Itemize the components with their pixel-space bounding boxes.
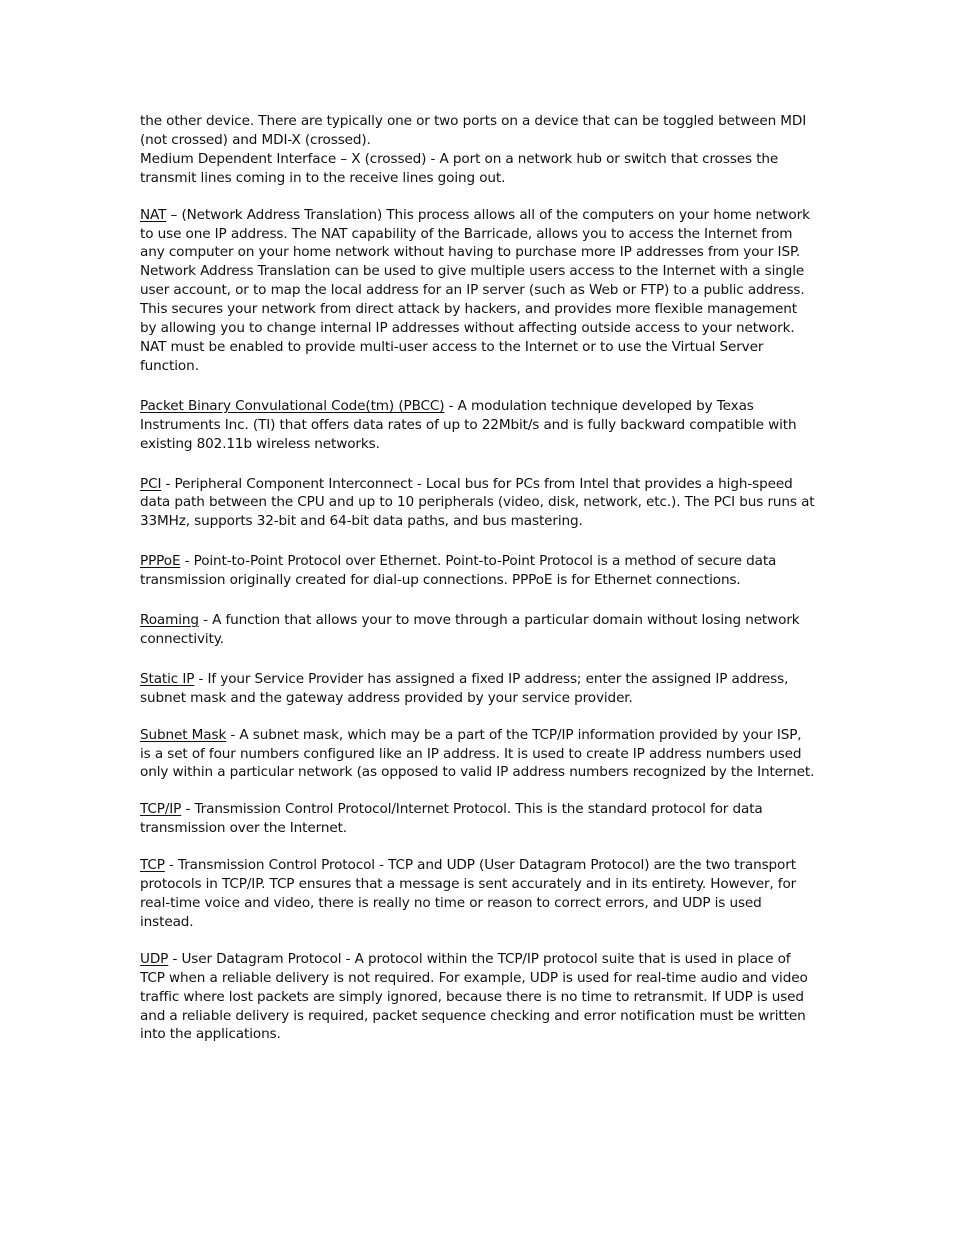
glossary-entry-roaming: [140, 611, 815, 649]
glossary-term: Packet Binary Convulational Code(tm) (PBCC): [140, 397, 445, 414]
glossary-term: UDP: [140, 950, 169, 967]
glossary-term: Static IP: [140, 670, 195, 687]
mdi-x-paragraph: Medium Dependent Interface – X (crossed) - A port on a network hub or switch that crosses the transmit lines coming in to the receive lines going out.: [140, 150, 779, 186]
glossary-definition: - A function that allows your to move through a particular domain without losing network connectivity.: [140, 612, 800, 647]
glossary-definition: - User Datagram Protocol - A protocol within the TCP/IP protocol suite that is used in place of TCP when a reliable delivery is not required. For example, UDP is used for real-time audio and video traffic where lost packets are simply ignored, because there is no time to retransmit. If UDP is used and a reliable delivery is required, packet sequence checking and error notification must be written into the applications.: [140, 950, 808, 1043]
glossary-definition: – (Network Address Translation) This process allows all of the computers on your home network to use one IP address. The NAT capability of the Barricade, allows you to access the Internet from any computer on your home network without having to purchase more IP addresses from your ISP. Network Address Translation can be used to give multiple users access to the Internet with a single user account, or to map the local address for an IP server (such as Web or FTP) to a public address. This secures your network from direct attack by hackers, and provides more flexible management by allowing you to change internal IP addresses without affecting outside access to your network. NAT must be enabled to provide multi-user access to the Internet or to use the Virtual Server function.: [140, 206, 810, 374]
glossary-term: Roaming: [140, 612, 199, 629]
glossary-entry-tcp: [140, 856, 815, 932]
glossary-definition: - A modulation technique developed by Texas Instruments Inc. (TI) that offers data rates of up to 22Mbit/s and is fully backward compatible with existing 802.11b wireless networks.: [140, 397, 797, 452]
glossary-entry-pbcc: [140, 397, 815, 454]
glossary-term: TCP/IP: [140, 801, 182, 818]
glossary-entry-tcp-ip: [140, 800, 815, 838]
glossary-entry-subnet-mask: [140, 726, 815, 783]
glossary-definition: - If your Service Provider has assigned a fixed IP address; enter the assigned IP address, subnet mask and the gateway address provided by your service provider.: [140, 670, 789, 706]
glossary-term: PPPoE: [140, 553, 181, 570]
glossary-term: PCI: [140, 475, 162, 492]
glossary-entry-static-ip: [140, 670, 815, 708]
glossary-entry-pci: [140, 475, 815, 532]
glossary-entry-udp: [140, 950, 815, 1045]
glossary-term: Subnet Mask: [140, 726, 227, 743]
glossary-definition: - Transmission Control Protocol/Internet Protocol. This is the standard protocol for data transmission over the Internet.: [140, 801, 763, 837]
glossary-definition: - Peripheral Component Interconnect - Local bus for PCs from Intel that provides a high-speed data path between the CPU and up to 10 peripherals (video, disk, network, etc.). The PCI bus runs at 33MHz, supports 32-bit and 64-bit data paths, and bus mastering.: [140, 475, 815, 530]
glossary-entry-nat: [140, 206, 815, 376]
glossary-entry-pppoe: [140, 552, 815, 590]
glossary-definition: - A subnet mask, which may be a part of the TCP/IP information provided by your ISP, is a set of four numbers configured like an IP address. It is used to create IP address numbers used only within a particular network (as opposed to valid IP address numbers recognized by the Internet.: [140, 726, 815, 781]
glossary-term: TCP: [140, 857, 165, 874]
glossary-definition: - Transmission Control Protocol - TCP and UDP (User Datagram Protocol) are the two transport protocols in TCP/IP. TCP ensures that a message is sent accurately and in its entirety. However, for real-time voice and video, there is really no time or reason to correct errors, and UDP is used instead.: [140, 857, 797, 930]
glossary-definition: - Point-to-Point Protocol over Ethernet. Point-to-Point Protocol is a method of secure data transmission originally created for dial-up connections. PPPoE is for Ethernet connections.: [140, 553, 777, 589]
document-page: [140, 112, 815, 1044]
glossary-term: NAT: [140, 206, 167, 223]
mdi-continuation-paragraph: the other device. There are typically one or two ports on a device that can be toggled between MDI (not crossed) and MDI-X (crossed).: [140, 113, 807, 148]
